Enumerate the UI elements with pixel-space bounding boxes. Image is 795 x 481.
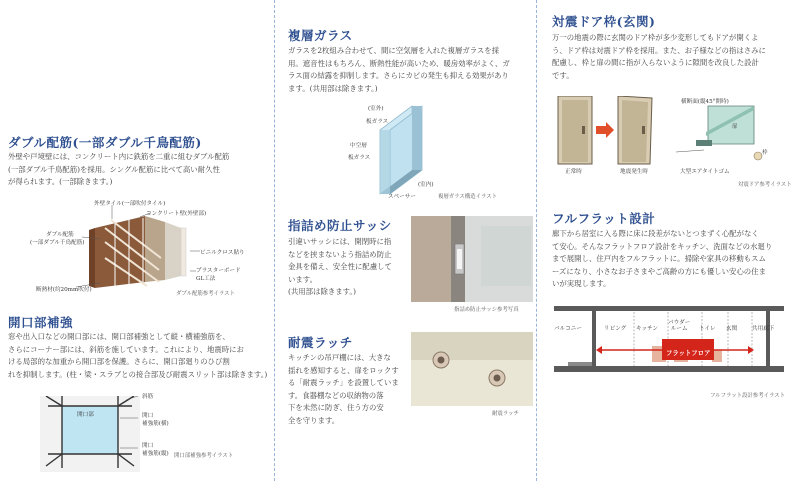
flat-caption: フルフラット設計参考イラスト (710, 393, 785, 399)
opening-illustration (40, 396, 140, 472)
label-glass-a: 板ガラス (366, 119, 389, 125)
latch-caption: 耐震ラッチ (492, 411, 519, 417)
latch-title: 耐震ラッチ (288, 335, 353, 350)
label-rebar-v-sub: 補強筋(縦) (142, 451, 169, 457)
label-board: プラスターボード (196, 268, 241, 274)
opening-caption: 開口部補強参考イラスト (174, 453, 234, 459)
sash-body: 引違いサッシには、開閉時に指 などを挟まないよう指詰め防止 金具を備え、安全性に配慮して います。 (共用部は除きます。) (288, 237, 392, 297)
latch-photo (411, 332, 533, 406)
room-corridor: 共用廊下 (752, 326, 775, 332)
door-caption: 対震ドア参考イラスト (738, 182, 792, 188)
label-air-tight: 大型エアタイトゴム (680, 169, 730, 175)
label-tile: 外壁タイル(一部吹付タイル) (94, 201, 166, 207)
label-rebar-h-sub: 補強筋(横) (142, 421, 169, 427)
column-structure (0, 0, 274, 481)
label-insulation: 断熱材(約20mm吹付) (36, 287, 92, 293)
sash-title: 指詰め防止サッシ (288, 218, 392, 233)
label-board-method: GL工法 (196, 276, 216, 282)
double-rebar-title: ダブル配筋(一部ダブル千鳥配筋) (8, 135, 202, 150)
door-illustration (556, 96, 786, 176)
column-door-floor (536, 0, 795, 481)
room-living: リビング (604, 326, 627, 332)
label-rebar: ダブル配筋 (46, 232, 74, 238)
flat-title: フルフラット設計 (552, 211, 656, 226)
double-rebar-body: 外壁や戸境壁には、コンクリート内に鉄筋を二重に組むダブル配筋 (一部ダブル千鳥配筋)を採用。シングル配筋に比べて高い耐久性 が得られます。(一部除きます。) (8, 152, 230, 187)
glass-body: ガラスを2枚組み合わせて、間に空気層を入れた複層ガラスを採 用。遮音性はもちろん、断熱性能が高いため、暖房効率がよく、ガ ラス面の結露を抑制します。さらにカビの発生も抑える効果があり ます。(共用部は除きます。) (288, 46, 510, 93)
label-outdoor: (室外) (368, 106, 384, 112)
label-rebar-sub: (一部ダブル千鳥配筋) (30, 240, 85, 246)
sash-caption: 指詰め防止サッシ参考写真 (454, 307, 519, 313)
double-rebar-caption: ダブル配筋参考イラスト (176, 291, 235, 297)
room-powder: パウダー ルーム (668, 320, 691, 332)
label-diagonal: 斜筋 (142, 394, 154, 400)
opening-title: 開口部補強 (8, 315, 74, 330)
latch-body: キッチンの吊戸棚には、大きな 揺れを感知すると、扉をロックす る「耐震ラッチ」を設置していま す。食器棚などの収納物の落 下を未然に防ぎ、住う方の安 全を守ります。 (288, 353, 399, 425)
opening-body: 窓や出入口などの開口部には、開口部補強として縦・横補強筋を、 さらにコーナー部には、斜筋を施しています。これにより、地震時にお ける局部的な加重から開口部を保護。さらに、開口部廻りのひび割 れを抑制します。(柱・梁・スラブとの接合部及び耐震スリット部は除きます。) (8, 332, 268, 379)
label-frame: 枠 (762, 150, 768, 156)
flat-body: 廊下から居室に入る際に床に段差がないとつまずく心配がなく て安心。そんなフラットフロア設計をキッチン、洗面などの水廻り まで展開し、住戸内をフルフラットに。掃除や家具の移動もスム ーズになり、小さなお子さまやご高齢の方にも優しい安心の住ま いが実現します。 (552, 229, 773, 289)
column-safety (274, 0, 536, 481)
label-indoor: (室内) (418, 182, 434, 188)
label-air: 中空層 (350, 143, 367, 149)
label-opening: 開口部 (77, 412, 94, 418)
room-kitchen: キッチン (636, 326, 658, 332)
label-deformed: 地震発生時 (620, 169, 648, 175)
label-vinyl: ビニルクロス貼り (200, 250, 245, 256)
glass-title: 複層ガラス (288, 28, 353, 43)
door-title: 対震ドア枠(玄関) (552, 14, 656, 29)
room-entrance: 玄関 (726, 326, 738, 332)
flat-floor-badge (662, 339, 714, 360)
label-door-face: 扉 (732, 124, 738, 130)
label-normal: 正常時 (565, 169, 582, 175)
label-section: 横断面(縦45°開時) (681, 99, 729, 105)
door-body: 万一の地震の際に玄関のドア枠が多少変形してもドアが開くよ う、ドア枠は対震ドア枠を採用。また、お子様などの指はさみに 配慮し、枠と扉の間に指が入らないように隙間を改良した設計 です。 (552, 33, 766, 80)
label-rebar-h: 開口 (142, 413, 154, 419)
label-glass-b: 板ガラス (348, 155, 371, 161)
sash-photo (411, 216, 533, 302)
label-concrete: コンクリート壁(外壁部) (146, 211, 207, 217)
arrow-right-icon (596, 122, 614, 138)
label-spacer: スペーサー (388, 194, 416, 200)
room-toilet: トイレ (699, 326, 716, 332)
label-rebar-v: 開口 (142, 443, 154, 449)
glass-caption: 複層ガラス構造イラスト (438, 194, 497, 200)
flat-floor-badge-label: フラットフロア (666, 349, 711, 357)
room-balcony: バルコニー (554, 326, 582, 332)
